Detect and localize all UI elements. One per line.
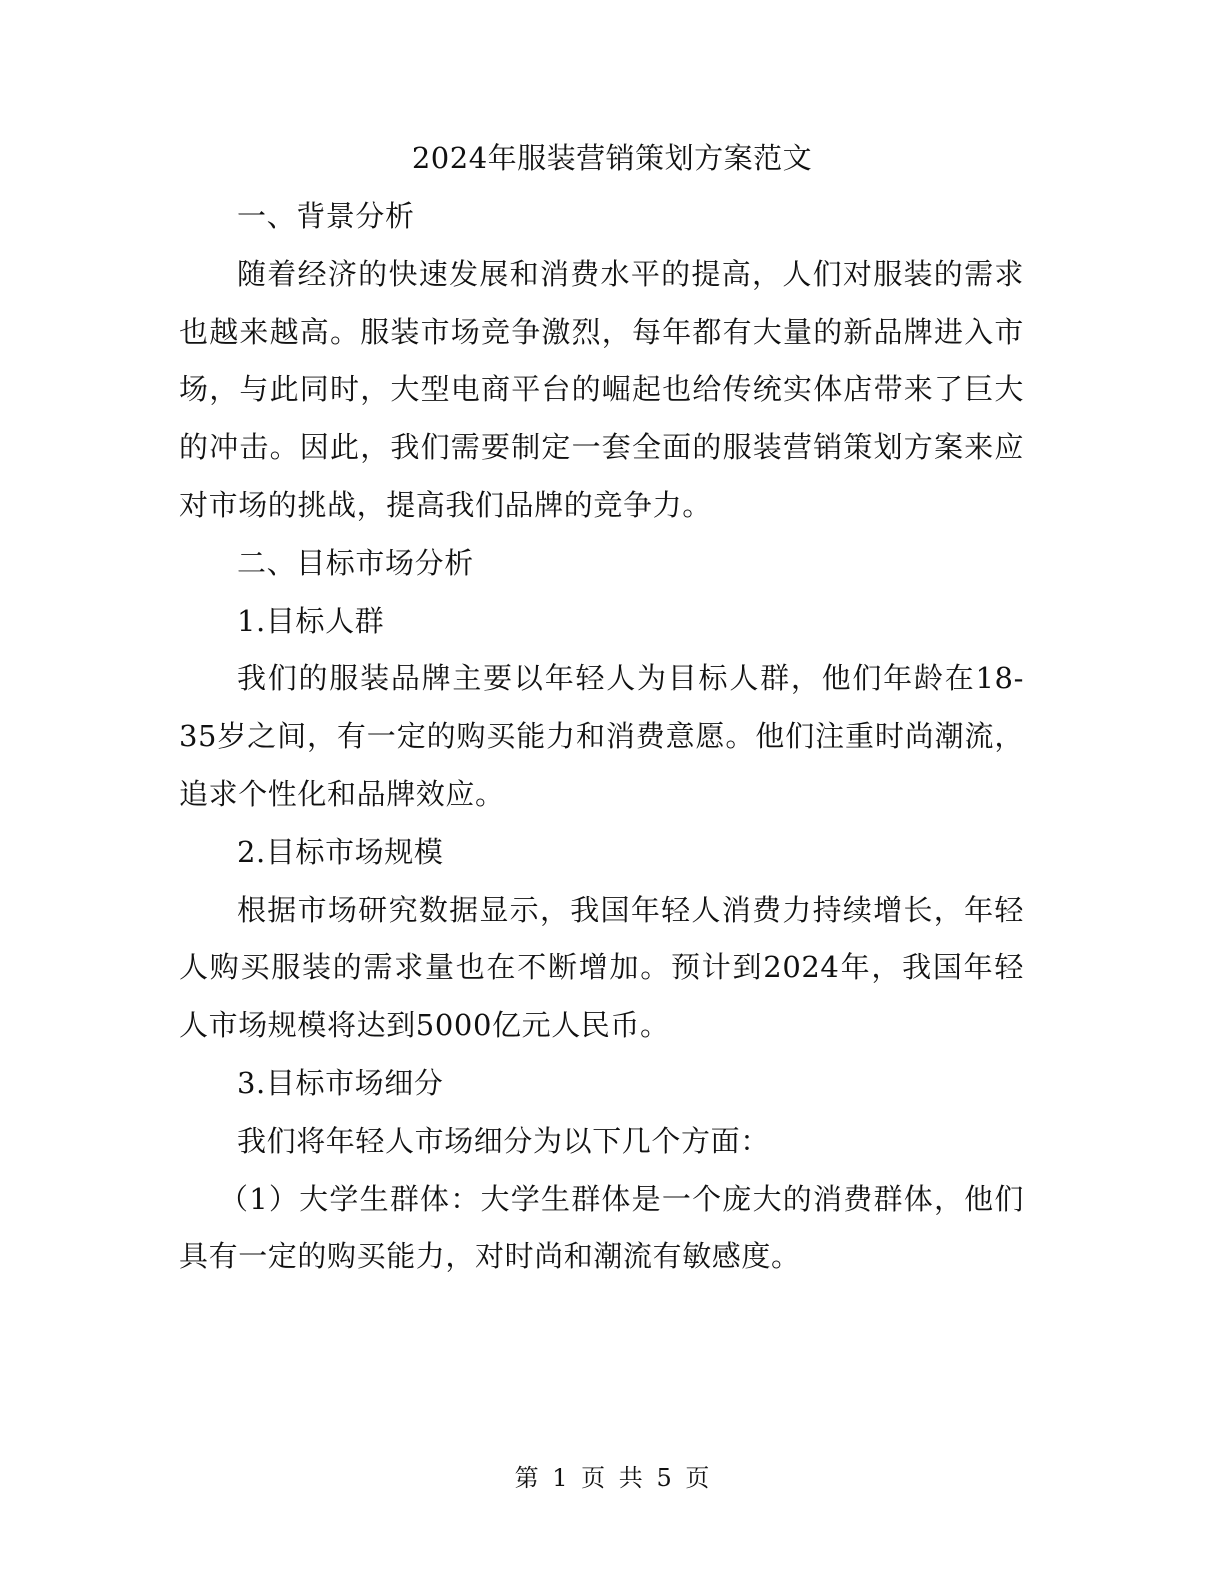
- subheading-target-audience: 1.目标人群: [237, 603, 385, 638]
- list-item-college-students: （1）大学生群体：大学生群体是一个庞大的消费群体，他们具有一定的购买能力，对时尚和潮流有敏感度。: [179, 1181, 1024, 1274]
- subheading-market-size: 2.目标市场规模: [237, 834, 444, 869]
- document-title: 2024年服装营销策划方案范文: [411, 141, 813, 175]
- page-footer: 第 1 页 共 5 页: [514, 1464, 710, 1492]
- document-body: [179, 188, 1024, 1286]
- paragraph-market-size: 根据市场研究数据显示，我国年轻人消费力持续增长，年轻人购买服装的需求量也在不断增加。预计到2024年，我国年轻人市场规模将达到5000亿元人民币。: [179, 892, 1024, 1043]
- section-heading-target-market: 二、目标市场分析: [237, 545, 474, 580]
- paragraph-target-audience: 我们的服装品牌主要以年轻人为目标人群，他们年龄在18-35岁之间，有一定的购买能力和消费意愿。他们注重时尚潮流，追求个性化和品牌效应。: [179, 661, 1024, 811]
- section-heading-background: 一、背景分析: [237, 199, 415, 233]
- paragraph-segmentation-intro: 我们将年轻人市场细分为以下几个方面：: [237, 1123, 770, 1158]
- subheading-market-segmentation: 3.目标市场细分: [237, 1065, 444, 1100]
- paragraph-background: 随着经济的快速发展和消费水平的提高，人们对服装的需求也越来越高。服装市场竞争激烈，每年都有大量的新品牌进入市场，与此同时，大型电商平台的崛起也给传统实体店带来了巨大的冲击。因此，我们需要制定一套全面的服装营销策划方案来应对市场的挑战，提高我们品牌的竞争力。: [179, 256, 1024, 522]
